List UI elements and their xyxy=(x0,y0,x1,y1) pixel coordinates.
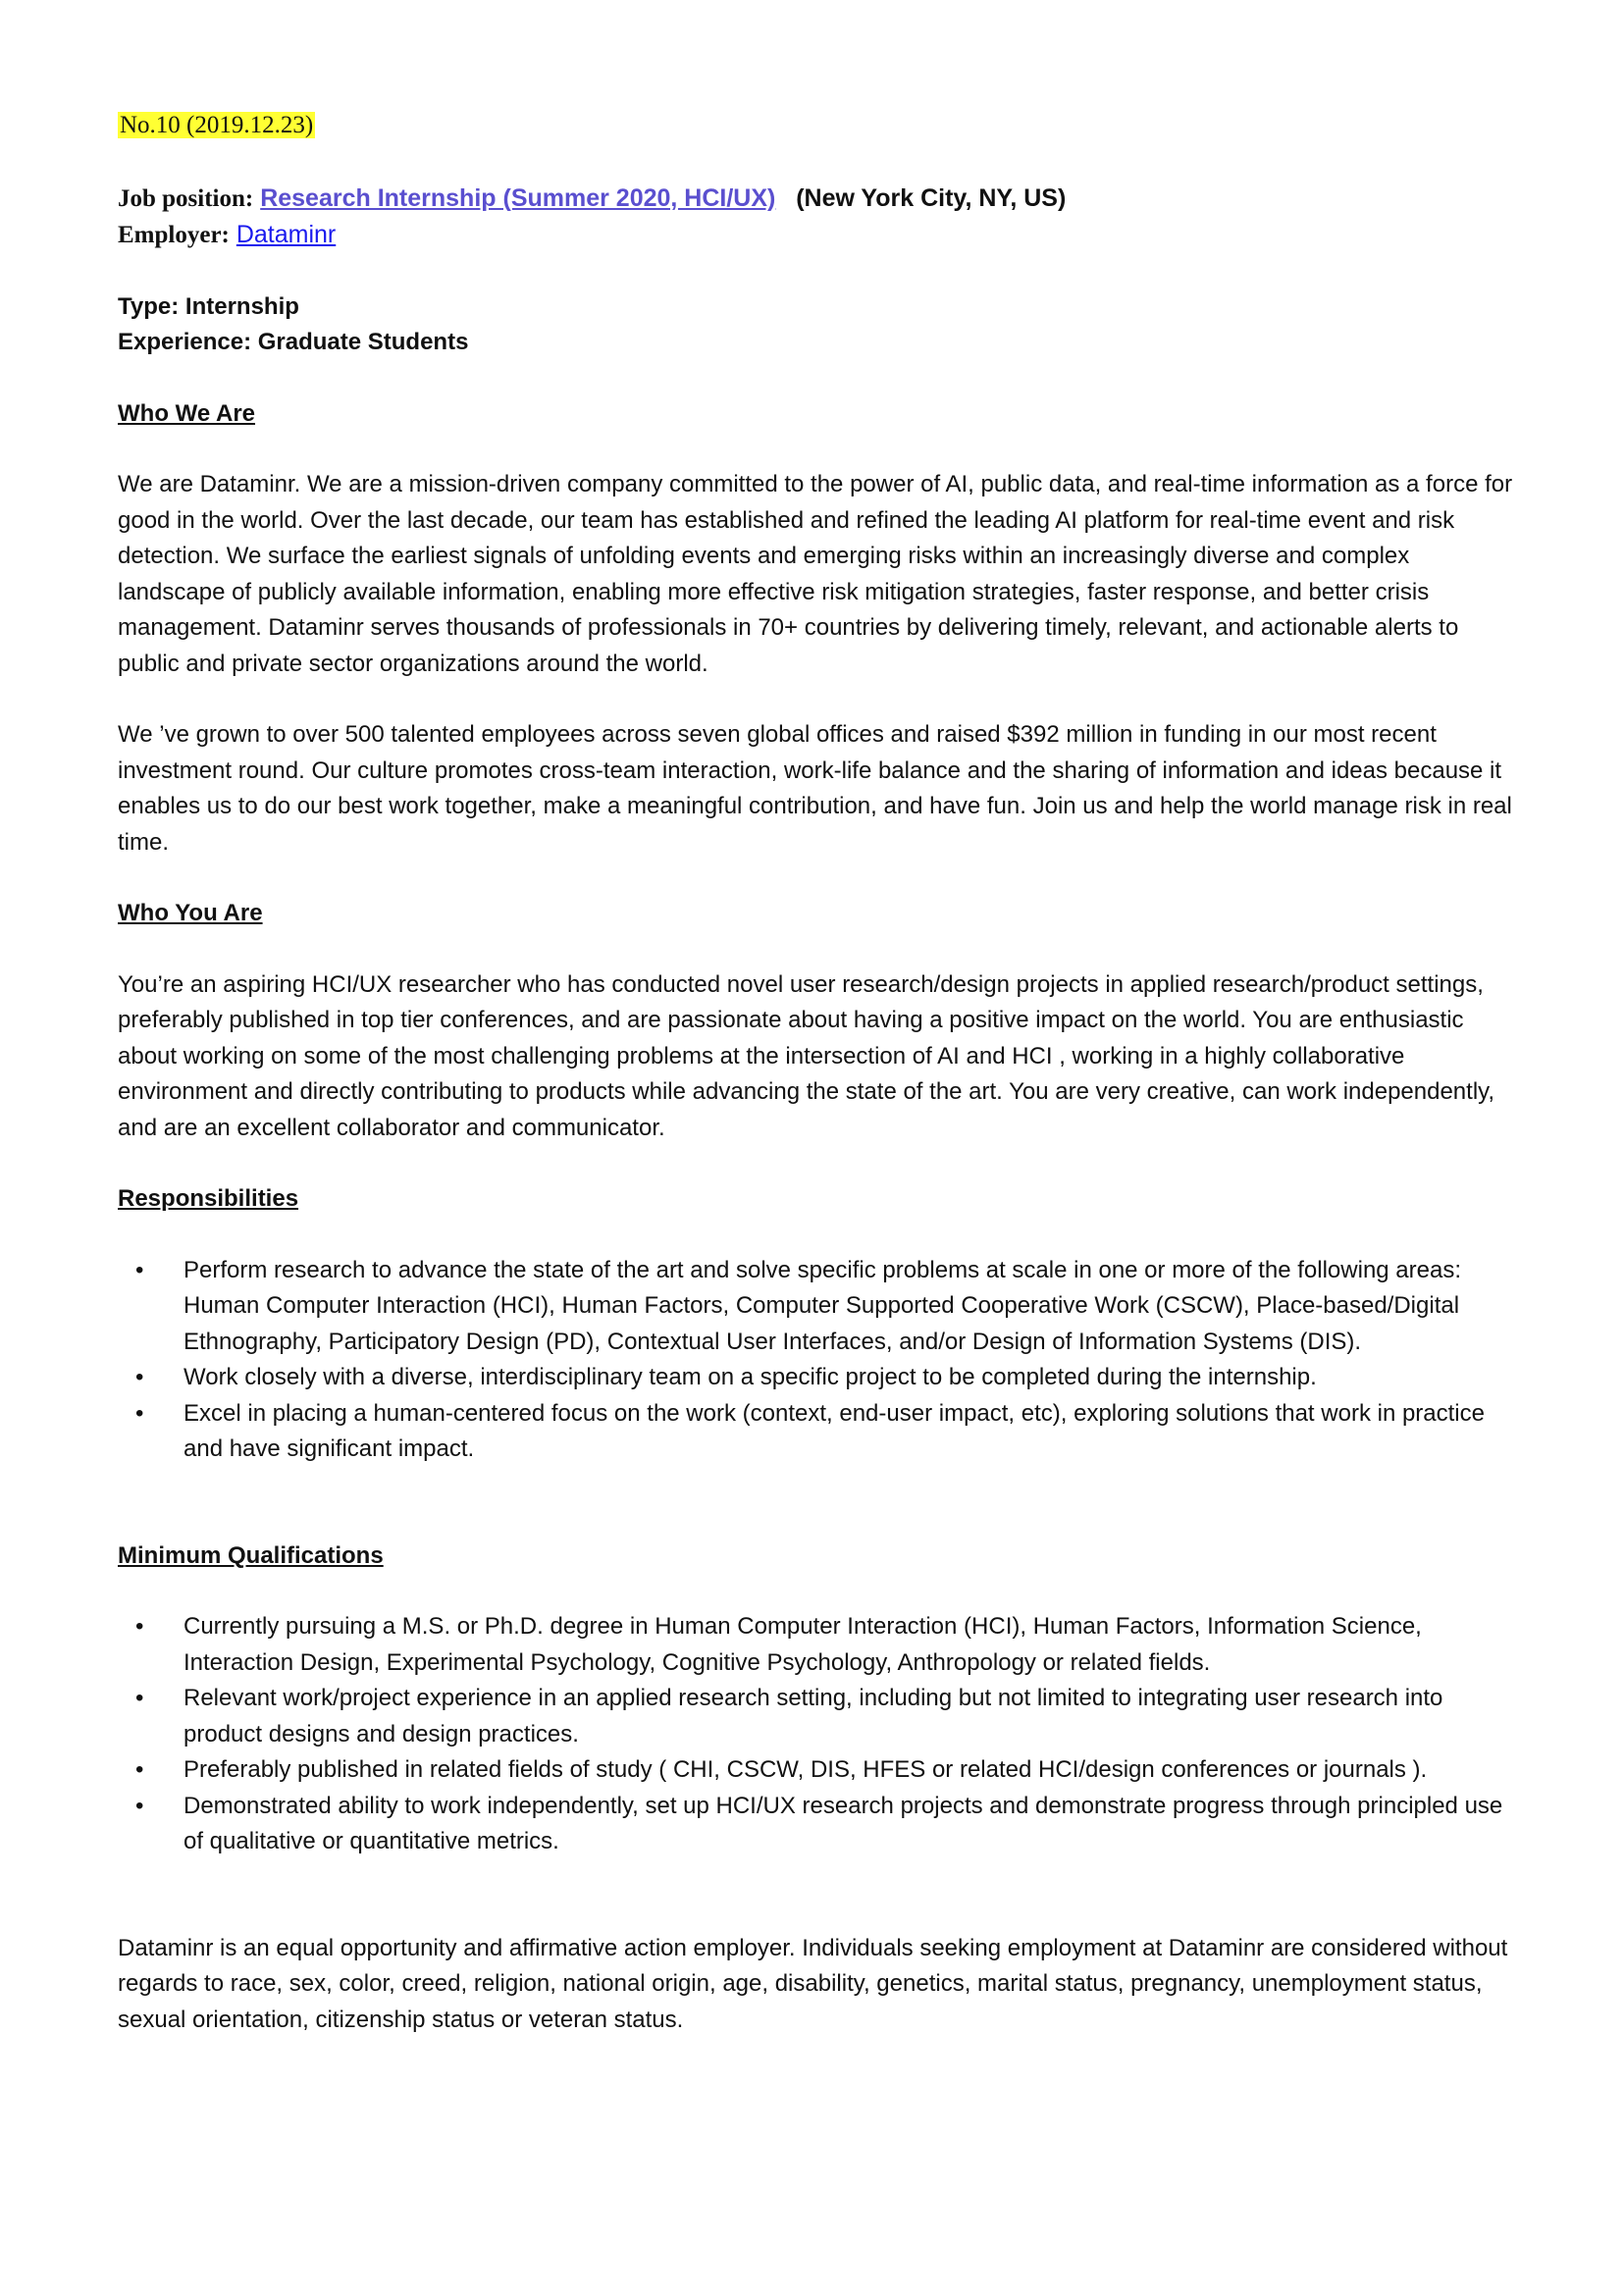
responsibilities-heading: Responsibilities xyxy=(118,1185,299,1212)
who-we-are-paragraph: We ’ve grown to over 500 talented employees across seven global offices and raised $392 million in funding in our most recent investment round. Our culture promotes cross-team interaction, work-life balance and the sharing of information and ideas because it enables us to do our best work together, make a meaningful contribution, and have fun. Join us and help the world manage risk in real time. xyxy=(118,721,1512,856)
job-type: Type: Internship xyxy=(118,292,299,320)
responsibilities-list xyxy=(118,1253,1521,1468)
list-item: • Currently pursuing a M.S. or Ph.D. degree in Human Computer Interaction (HCI), Human Factors, Information Science, Interaction Design, Experimental Psychology, Cognitive Psychology, Anthropology or related fields. xyxy=(118,1609,1521,1681)
list-item: • Demonstrated ability to work independently, set up HCI/UX research projects and demonstrate progress through principled use of qualitative or quantitative metrics. xyxy=(118,1789,1521,1860)
who-we-are-paragraph: We are Dataminr. We are a mission-driven company committed to the power of AI, public data, and real-time information as a force for good in the world. Over the last decade, our team has established and refined the leading AI platform for real-time event and risk detection. We surface the earliest signals of unfolding events and emerging risks within an increasingly diverse and complex landscape of publicly available information, enabling more effective risk mitigation strategies, faster response, and better crisis management. Dataminr serves thousands of professionals in 70+ countries by delivering timely, relevant, and actionable alerts to public and private sector organizations around the world. xyxy=(118,471,1513,677)
list-item: • Preferably published in related fields of study ( CHI, CSCW, DIS, HFES or related HCI/design conferences or journals ). xyxy=(118,1752,1521,1789)
employer-label: Employer: xyxy=(118,222,230,248)
post-number-tag: No.10 (2019.12.23) xyxy=(120,112,314,138)
eeo-statement: Dataminr is an equal opportunity and affirmative action employer. Individuals seeking employment at Dataminr are considered without regards to race, sex, color, creed, religion, national origin, age, disability, genetics, marital status, pregnancy, unemployment status, sexual orientation, citizenship status or veteran status. xyxy=(118,1934,1508,2033)
who-we-are-heading: Who We Are xyxy=(118,399,256,427)
job-location: (New York City, NY, US) xyxy=(796,183,1067,212)
minimum-qualifications-list xyxy=(118,1609,1521,1860)
spacer xyxy=(118,1896,1521,1931)
who-you-are-heading: Who You Are xyxy=(118,900,263,926)
document-body xyxy=(118,108,1521,2073)
job-experience: Experience: Graduate Students xyxy=(118,329,469,355)
list-item: • Excel in placing a human-centered focus on the work (context, end-user impact, etc), exploring solutions that work in practice and have significant impact. xyxy=(118,1396,1521,1468)
list-item: • Work closely with a diverse, interdisciplinary team on a specific project to be completed during the internship. xyxy=(118,1360,1521,1396)
employer-link[interactable]: Dataminr xyxy=(236,221,337,248)
employer-line xyxy=(118,217,1521,254)
spacer xyxy=(118,254,1521,289)
list-item: • Perform research to advance the state of the art and solve specific problems at scale in one or more of the following areas: Human Computer Interaction (HCI), Human Factors, Computer Supported Cooperative Work (CSCW), Place-based/Digital Ethnography, Participatory Design (PD), Contextual User Interfaces, and/or Design of Information Systems (DIS). xyxy=(118,1253,1521,1361)
who-you-are-paragraph: You’re an aspiring HCI/UX researcher who has conducted novel user research/design projects in applied research/product settings, preferably published in top tier conferences, and are passionate about having a positive impact on the world. You are enthusiastic about working on some of the most challenging problems at the intersection of AI and HCI , working in a highly collaborative environment and directly contributing to products while advancing the state of the art. You are very creative, can work independently, and are an excellent collaborator and communicator. xyxy=(118,970,1495,1141)
job-position-line xyxy=(118,181,1521,218)
spacer xyxy=(118,1503,1521,1539)
post-number-line xyxy=(118,108,1521,144)
job-position-link[interactable]: Research Internship (Summer 2020, HCI/UX) xyxy=(260,183,776,212)
list-item: • Relevant work/project experience in an applied research setting, including but not limited to integrating user research into product designs and design practices. xyxy=(118,1681,1521,1752)
minimum-qualifications-heading: Minimum Qualifications xyxy=(118,1541,384,1569)
job-position-label: Job position: xyxy=(118,184,254,212)
